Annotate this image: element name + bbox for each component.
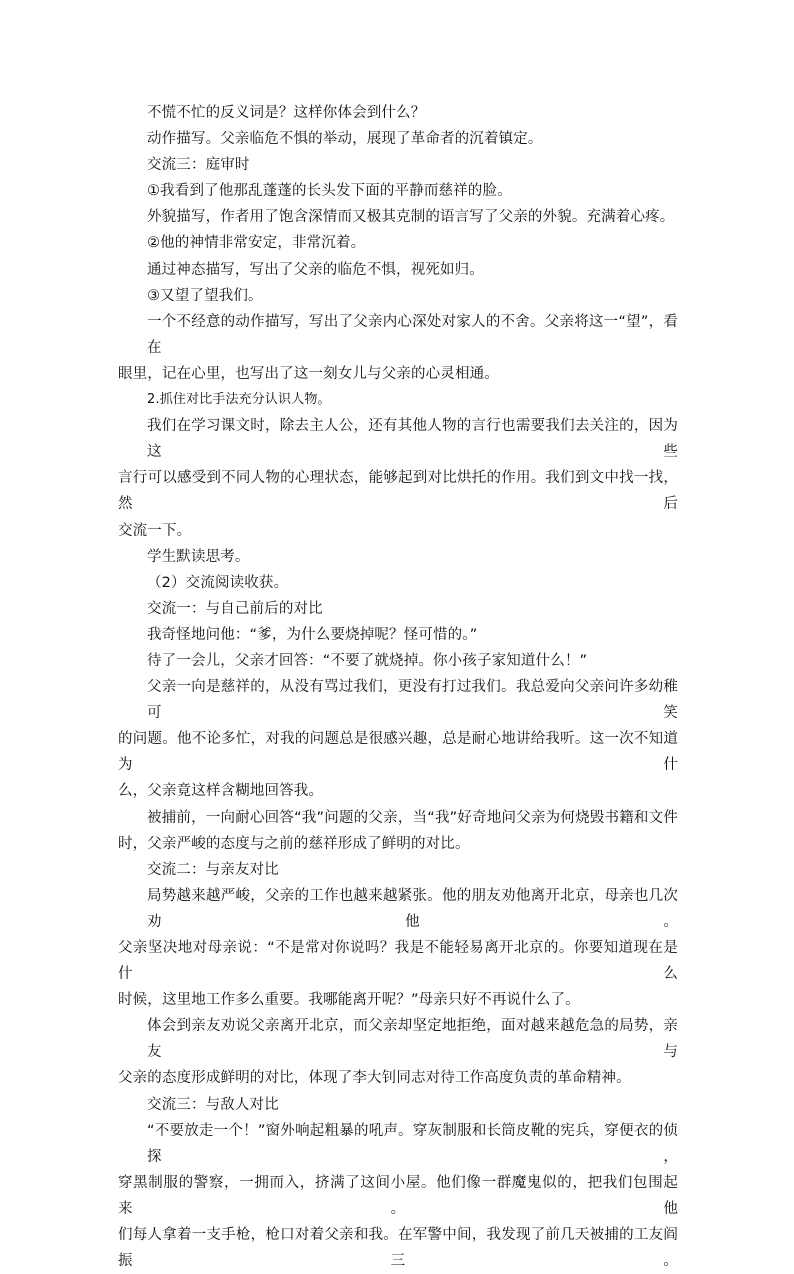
text-line: 言行可以感受到不同人物的心理状态，能够起到对比烘托的作用。我们到文中找一找，然后 bbox=[118, 470, 678, 513]
text-line: “不要放走一个！”窗外响起粗暴的吼声。穿灰制服和长筒皮靴的宪兵，穿便衣的侦探， bbox=[147, 1122, 678, 1165]
text-line: 局势越来越严峻，父亲的工作也越来越紧张。他的朋友劝他离开北京，母亲也几次劝他。 bbox=[147, 887, 678, 930]
text-line: 一个不经意的动作描写，写出了父亲内心深处对家人的不舍。父亲将这一“望”，看在 bbox=[147, 313, 678, 356]
text-line: 父亲坚决地对母亲说：“不是常对你说吗？我是不能轻易离开北京的。你要知道现在是什么 bbox=[118, 940, 678, 983]
quote-line: 待了一会儿，父亲才回答：“不要了就烧掉。你小孩子家知道什么！” bbox=[147, 652, 588, 669]
section-heading: 交流三：庭审时 bbox=[147, 157, 250, 174]
text-line: 外貌描写，作者用了饱含深情而又极其克制的语言写了父亲的外貌。充满着心疼。 bbox=[147, 209, 675, 226]
section-heading: 交流一：与自己前后的对比 bbox=[147, 600, 323, 617]
text-line: 被捕前，一向耐心回答“我”问题的父亲，当“我”好奇地问父亲为何烧毁书籍和文件 bbox=[147, 809, 678, 826]
text-line: 穿黑制服的警察，一拥而入，挤满了这间小屋。他们像一群魔鬼似的，把我们包围起来。他 bbox=[118, 1174, 678, 1217]
quote-line: ①我看到了他那乱蓬蓬的长头发下面的平静而慈祥的脸。 bbox=[147, 183, 512, 200]
quote-line: ③又望了望我们。 bbox=[147, 287, 263, 304]
section-heading: 2.抓住对比手法充分认识人物。 bbox=[147, 392, 331, 408]
text-line: 父亲一向是慈祥的，从没有骂过我们，更没有打过我们。我总爱向父亲问许多幼稚可笑 bbox=[147, 679, 678, 722]
text-line: 的问题。他不论多忙，对我的问题总是很感兴趣，总是耐心地讲给我听。这一次不知道为什 bbox=[118, 731, 678, 774]
section-heading: （2）交流阅读收获。 bbox=[147, 574, 289, 591]
text-line: 时，父亲严峻的态度与之前的慈祥形成了鲜明的对比。 bbox=[118, 835, 470, 852]
text-line: 么，父亲竟这样含糊地回答我。 bbox=[118, 783, 324, 800]
text-line: 我们在学习课文时，除去主人公，还有其他人物的言行也需要我们去关注的，因为这些 bbox=[147, 418, 678, 461]
section-heading: 交流二：与亲友对比 bbox=[147, 861, 279, 878]
section-heading: 交流三：与敌人对比 bbox=[147, 1096, 279, 1113]
text-line: 交流一下。 bbox=[118, 522, 192, 539]
text-line: 父亲的态度形成鲜明的对比，体现了李大钊同志对待工作高度负责的革命精神。 bbox=[118, 1070, 631, 1087]
text-line: 时候，这里地工作多么重要。我哪能离开呢？”母亲只好不再说什么了。 bbox=[118, 992, 580, 1009]
text-line: 通过神态描写，写出了父亲的临危不惧，视死如归。 bbox=[147, 261, 484, 278]
text-line: 们每人拿着一支手枪，枪口对着父亲和我。在军警中间，我发现了前几天被捕的工友阎振三。 bbox=[118, 1227, 678, 1270]
text-line: 学生默读思考。 bbox=[147, 548, 250, 565]
text-line: 不慌不忙的反义词是？这样你体会到什么？ bbox=[147, 105, 426, 121]
text-line: 动作描写。父亲临危不惧的举动，展现了革命者的沉着镇定。 bbox=[147, 131, 543, 148]
text-line: 眼里，记在心里，也写出了这一刻女儿与父亲的心灵相通。 bbox=[118, 365, 499, 382]
document-body bbox=[118, 100, 678, 1274]
quote-line: 我奇怪地问他：“爹，为什么要烧掉呢？怪可惜的。” bbox=[147, 626, 478, 643]
text-line: 体会到亲友劝说父亲离开北京，而父亲却坚定地拒绝，面对越来越危急的局势，亲友与 bbox=[147, 1018, 678, 1061]
quote-line: ②他的神情非常安定，非常沉着。 bbox=[147, 235, 366, 252]
